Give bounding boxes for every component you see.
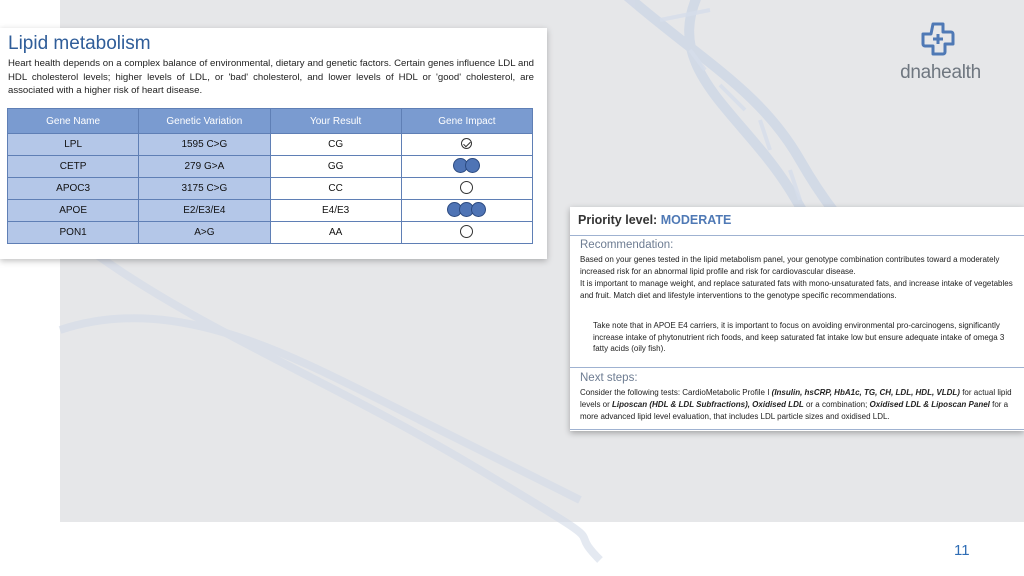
next-steps-tests: (Insulin, hsCRP, HbA1c, TG, CH, LDL, HDL, VLDL) [771,388,960,397]
divider [570,235,1024,236]
next-steps-part: for a more advanced lipid level evaluation, that includes LDL particle sizes and oxidised LDL. [580,400,1009,421]
table-row [8,222,533,244]
divider [570,367,1024,368]
table-row [8,178,533,200]
table-row [8,156,533,178]
plus-cross-icon [921,22,955,56]
three-filled-circles-icon [449,202,485,217]
next-steps-part: Consider the following tests: CardioMetabolic Profile I [580,388,772,397]
genetic-variation: E2/E3/E4 [139,200,270,222]
gene-name: APOC3 [8,178,139,200]
page-number: 11 [954,542,970,559]
next-steps-text [580,387,1020,423]
gene-name: APOE [8,200,139,222]
genetic-variation: A>G [139,222,270,244]
priority-level: MODERATE [660,213,732,227]
gene-name: CETP [8,156,139,178]
genetic-variation: 1595 C>G [139,134,270,156]
your-result: CC [270,178,401,200]
check-circle-icon [462,138,471,149]
recommendation-paragraph-1: Based on your genes tested in the lipid metabolism panel, your genotype combination contributes toward a moderately increased risk for an abnormal lipid profile and risk for cardiovascular disease. [580,255,1000,276]
col-gene-name: Gene Name [8,109,139,134]
dnahealth-logo [888,22,993,92]
empty-circle-icon [461,225,472,238]
your-result: CG [270,134,401,156]
gene-impact [401,200,532,222]
genetic-variation: 279 G>A [139,156,270,178]
two-filled-circles-icon [455,158,479,173]
gene-impact [401,222,532,244]
logo-text: dnahealth [900,62,981,83]
apoe-note: Take note that in APOE E4 carriers, it is important to focus on avoiding environmental pro-carcinogens, significantly increase intake of phytonutrient rich foods, and keep saturated fat intake low but ensure adequate intake of omega 3 fatty acids (oily fish). [593,321,1005,353]
col-your-result: Your Result [270,109,401,134]
recommendation-paragraph-2: It is important to manage weight, and replace saturated fats with mono-unsaturated fats, and increase intake of vegetables and fruit. Match diet and lifestyle interventions to the genotype specific recommendations. [580,279,1013,300]
gene-name: LPL [8,134,139,156]
gene-impact [401,156,532,178]
next-steps-part: for actual lipid levels or [580,388,1012,409]
empty-circle-icon [461,181,472,194]
col-genetic-variation: Genetic Variation [139,109,270,134]
your-result: GG [270,156,401,178]
priority-heading [578,213,731,227]
priority-panel [570,207,1024,431]
table-row [8,200,533,222]
col-gene-impact: Gene Impact [401,109,532,134]
gene-table [7,108,533,244]
lipid-description: Heart health depends on a complex balance of environmental, dietary and genetic factors. Certain genes influence LDL and HDL cholesterol levels; higher levels of LDL, or 'bad' cholesterol, and lower levels of HDL or 'good' cholesterol, are associated with a higher risk of heart disease. [8,58,534,96]
recommendation-text [580,254,1020,302]
divider [570,429,1024,430]
genetic-variation: 3175 C>G [139,178,270,200]
lipid-title: Lipid metabolism [8,33,151,54]
table-row [8,134,533,156]
recommendation-title: Recommendation: [580,239,674,251]
your-result: AA [270,222,401,244]
next-steps-panel: Oxidised LDL & Liposcan Panel [869,400,990,409]
next-steps-liposcan: Liposcan (HDL & LDL Subfractions), Oxidised LDL [612,400,804,409]
next-steps-title: Next steps: [580,372,638,384]
priority-label: Priority level: [578,213,661,227]
table-header-row [8,109,533,134]
gene-name: PON1 [8,222,139,244]
your-result: E4/E3 [270,200,401,222]
gene-impact [401,134,532,156]
gene-impact [401,178,532,200]
lipid-metabolism-panel [0,28,547,259]
next-steps-part: or a combination; [803,400,870,409]
